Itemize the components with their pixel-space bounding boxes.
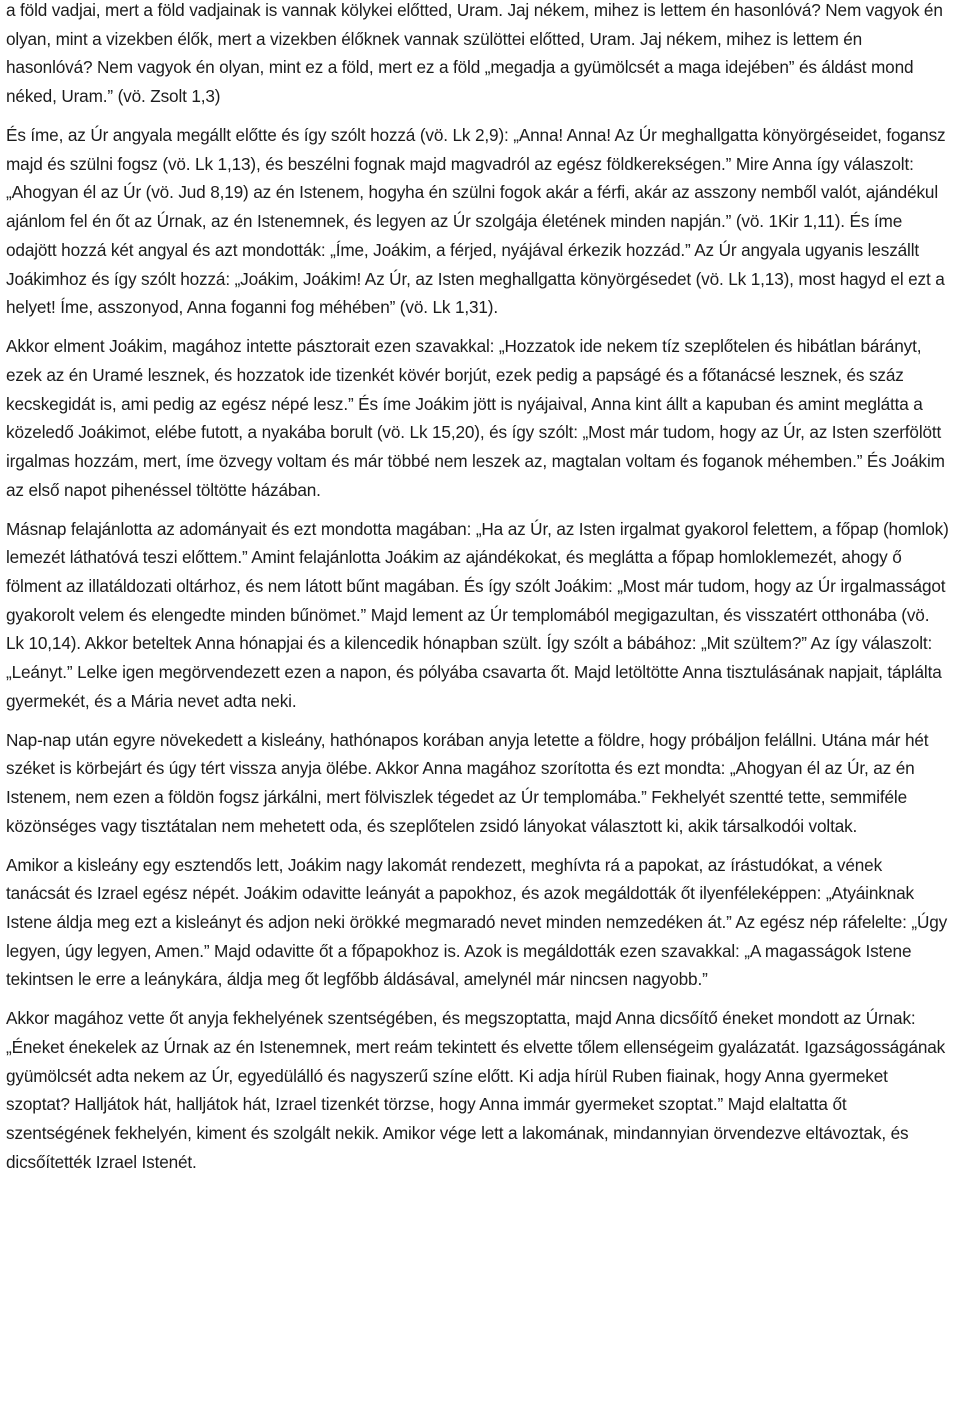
paragraph-7: Akkor magához vette őt anyja fekhelyének szentségében, és megszoptatta, majd Anna dicsőítő éneket mondott az Úrnak: „Éneket énekelek az Úrnak az én Istenemnek, mert reám tekintett és elvette tőlem ellenségeim gyalázatát. Igazságosságának gyümölcsét adta nekem az Úr, egyedülálló és nagyszerű színe előtt. Ki adja hírül Ruben fiainak, hogy Anna gyermeket szoptat? Halljátok hát, halljátok hát, Izrael tizenkét törzse, hogy Anna immár gyermeket szoptat.” Majd elaltatta őt szentségének fekhelyén, kiment és szolgált nekik. Amikor vége lett a lakomának, mindannyian örvendezve eltávoztak, és dicsőítették Izrael Istenét. xyxy=(6,1008,946,1172)
paragraph-1: a föld vadjai, mert a föld vadjainak is vannak kölykei előtted, Uram. Jaj nékem, mihez is lettem én hasonlóvá? Nem vagyok én olyan, mint a vizekben élők, mert a vizekben élőknek vannak szülöttei előtted, Uram. Jaj nékem, mihez is lettem én hasonlóvá? Nem vagyok én olyan, mint ez a föld, mert ez a föld „megadja a gyümölcsét a maga idejében” és áldást mond néked, Uram.” (vö. Zsolt 1,3) xyxy=(6,0,943,107)
paragraph-3: Akkor elment Joákim, magához intette pásztorait ezen szavakkal: „Hozzatok ide nekem tíz szeplőtelen és hibátlan bárányt, ezek az én Uramé lesznek, és hozzatok ide tizenkét kövér borjút, ezek pedig a papságé és a főtanácsé lesznek, és száz kecskegidát is, ami pedig az egész népé lesz.” És íme Joákim jött is nyájaival, Anna kint állt a kapuban és amint meglátta a közeledő Joákimot, elébe futott, a nyakába borult (vö. Lk 15,20), és így szólt: „Most már tudom, hogy az Úr, az Isten szerfölött irgalmas hozzám, mert, íme özvegy voltam és már többé nem leszek az, magtalan voltam és foganok méhemben.” És Joákim az első napot pihenéssel töltötte házában. xyxy=(6,336,945,500)
paragraph-2: És íme, az Úr angyala megállt előtte és így szólt hozzá (vö. Lk 2,9): „Anna! Anna! Az Úr meghallgatta könyörgéseidet, fogansz majd és szülni fogsz (vö. Lk 1,13), és beszélni fognak majd magvadról az egész földkerekségen.” Mire Anna így válaszolt: „Ahogyan él az Úr (vö. Jud 8,19) az én Istenem, hogyha én szülni fogok akár a férfi, akár az asszony nemből valót, ajándékul ajánlom fel én őt az Úrnak, az én Istenemnek, és legyen az Úr szolgája életének minden napján.” (vö. 1Kir 1,11). És íme odajött hozzá két angyal és azt mondották: „Íme, Joákim, a férjed, nyájával érkezik hozzád.” Az Úr angyala ugyanis leszállt Joákimhoz és így szólt hozzá: „Joákim, Joákim! Az Úr, az Isten meghallgatta könyörgésedet (vö. Lk 1,13), most hagyd el ezt a helyet! Íme, asszonyod, Anna foganni fog méhében” (vö. Lk 1,31). xyxy=(6,125,946,318)
paragraph-6: Amikor a kisleány egy esztendős lett, Joákim nagy lakomát rendezett, meghívta rá a papokat, az írástudókat, a vének tanácsát és Izrael egész népét. Joákim odavitte leányát a papokhoz, és azok megáldották őt ilyenféleképpen: „Atyáinknak Istene áldja meg ezt a kisleányt és adjon neki örökké megmaradó nevet minden nemzedéken át.” Az egész nép ráfelelte: „Úgy legyen, úgy legyen, Amen.” Majd odavitte őt a főpapokhoz is. Azok is megáldották ezen szavakkal: „A magasságok Istene tekintsen le erre a leánykára, áldja meg őt legfőbb áldásával, amelynél már nincsen nagyobb.” xyxy=(6,854,948,990)
paragraph-4: Másnap felajánlotta az adományait és ezt mondotta magában: „Ha az Úr, az Isten irgalmat gyakorol felettem, a főpap (homlok) lemezét láthatóvá teszi előttem.” Amint felajánlotta Joákim az ajándékokat, és meglátta a főpap homloklemezét, ahogy ő fölment az illatáldozati oltárhoz, és nem látott bűnt magában. És így szólt Joákim: „Most már tudom, hogy az Úr irgalmasságot gyakorolt velem és elengedte minden bűnömet.” Majd lement az Úr templomából megigazultan, és visszatért otthonába (vö. Lk 10,14). Akkor beteltek Anna hónapjai és a kilencedik hónapban szült. Így szólt a bábához: „Mit szültem?” Az így válaszolt: „Leányt.” Lelke igen megörvendezett ezen a napon, és pólyába csavarta őt. Majd letöltötte Anna tisztulásának napjait, táplálta gyermekét, és a Mária nevet adta neki. xyxy=(6,518,949,711)
paragraph-5: Nap-nap után egyre növekedett a kisleány, hathónapos korában anyja letette a földre, hogy próbáljon felállni. Utána már hét széket is körbejárt és úgy tért vissza anyja ölébe. Akkor Anna magához szorította és ezt mondta: „Ahogyan él az Úr, az én Istenem, nem ezen a földön fogsz járkálni, mert fölviszlek tégedet az Úr templomába.” Fekhelyét szentté tette, semmiféle közönséges vagy tisztátalan nem mehetett oda, és szeplőtelen zsidó lányokat választott ki, akik társalkodói voltak. xyxy=(6,729,929,836)
